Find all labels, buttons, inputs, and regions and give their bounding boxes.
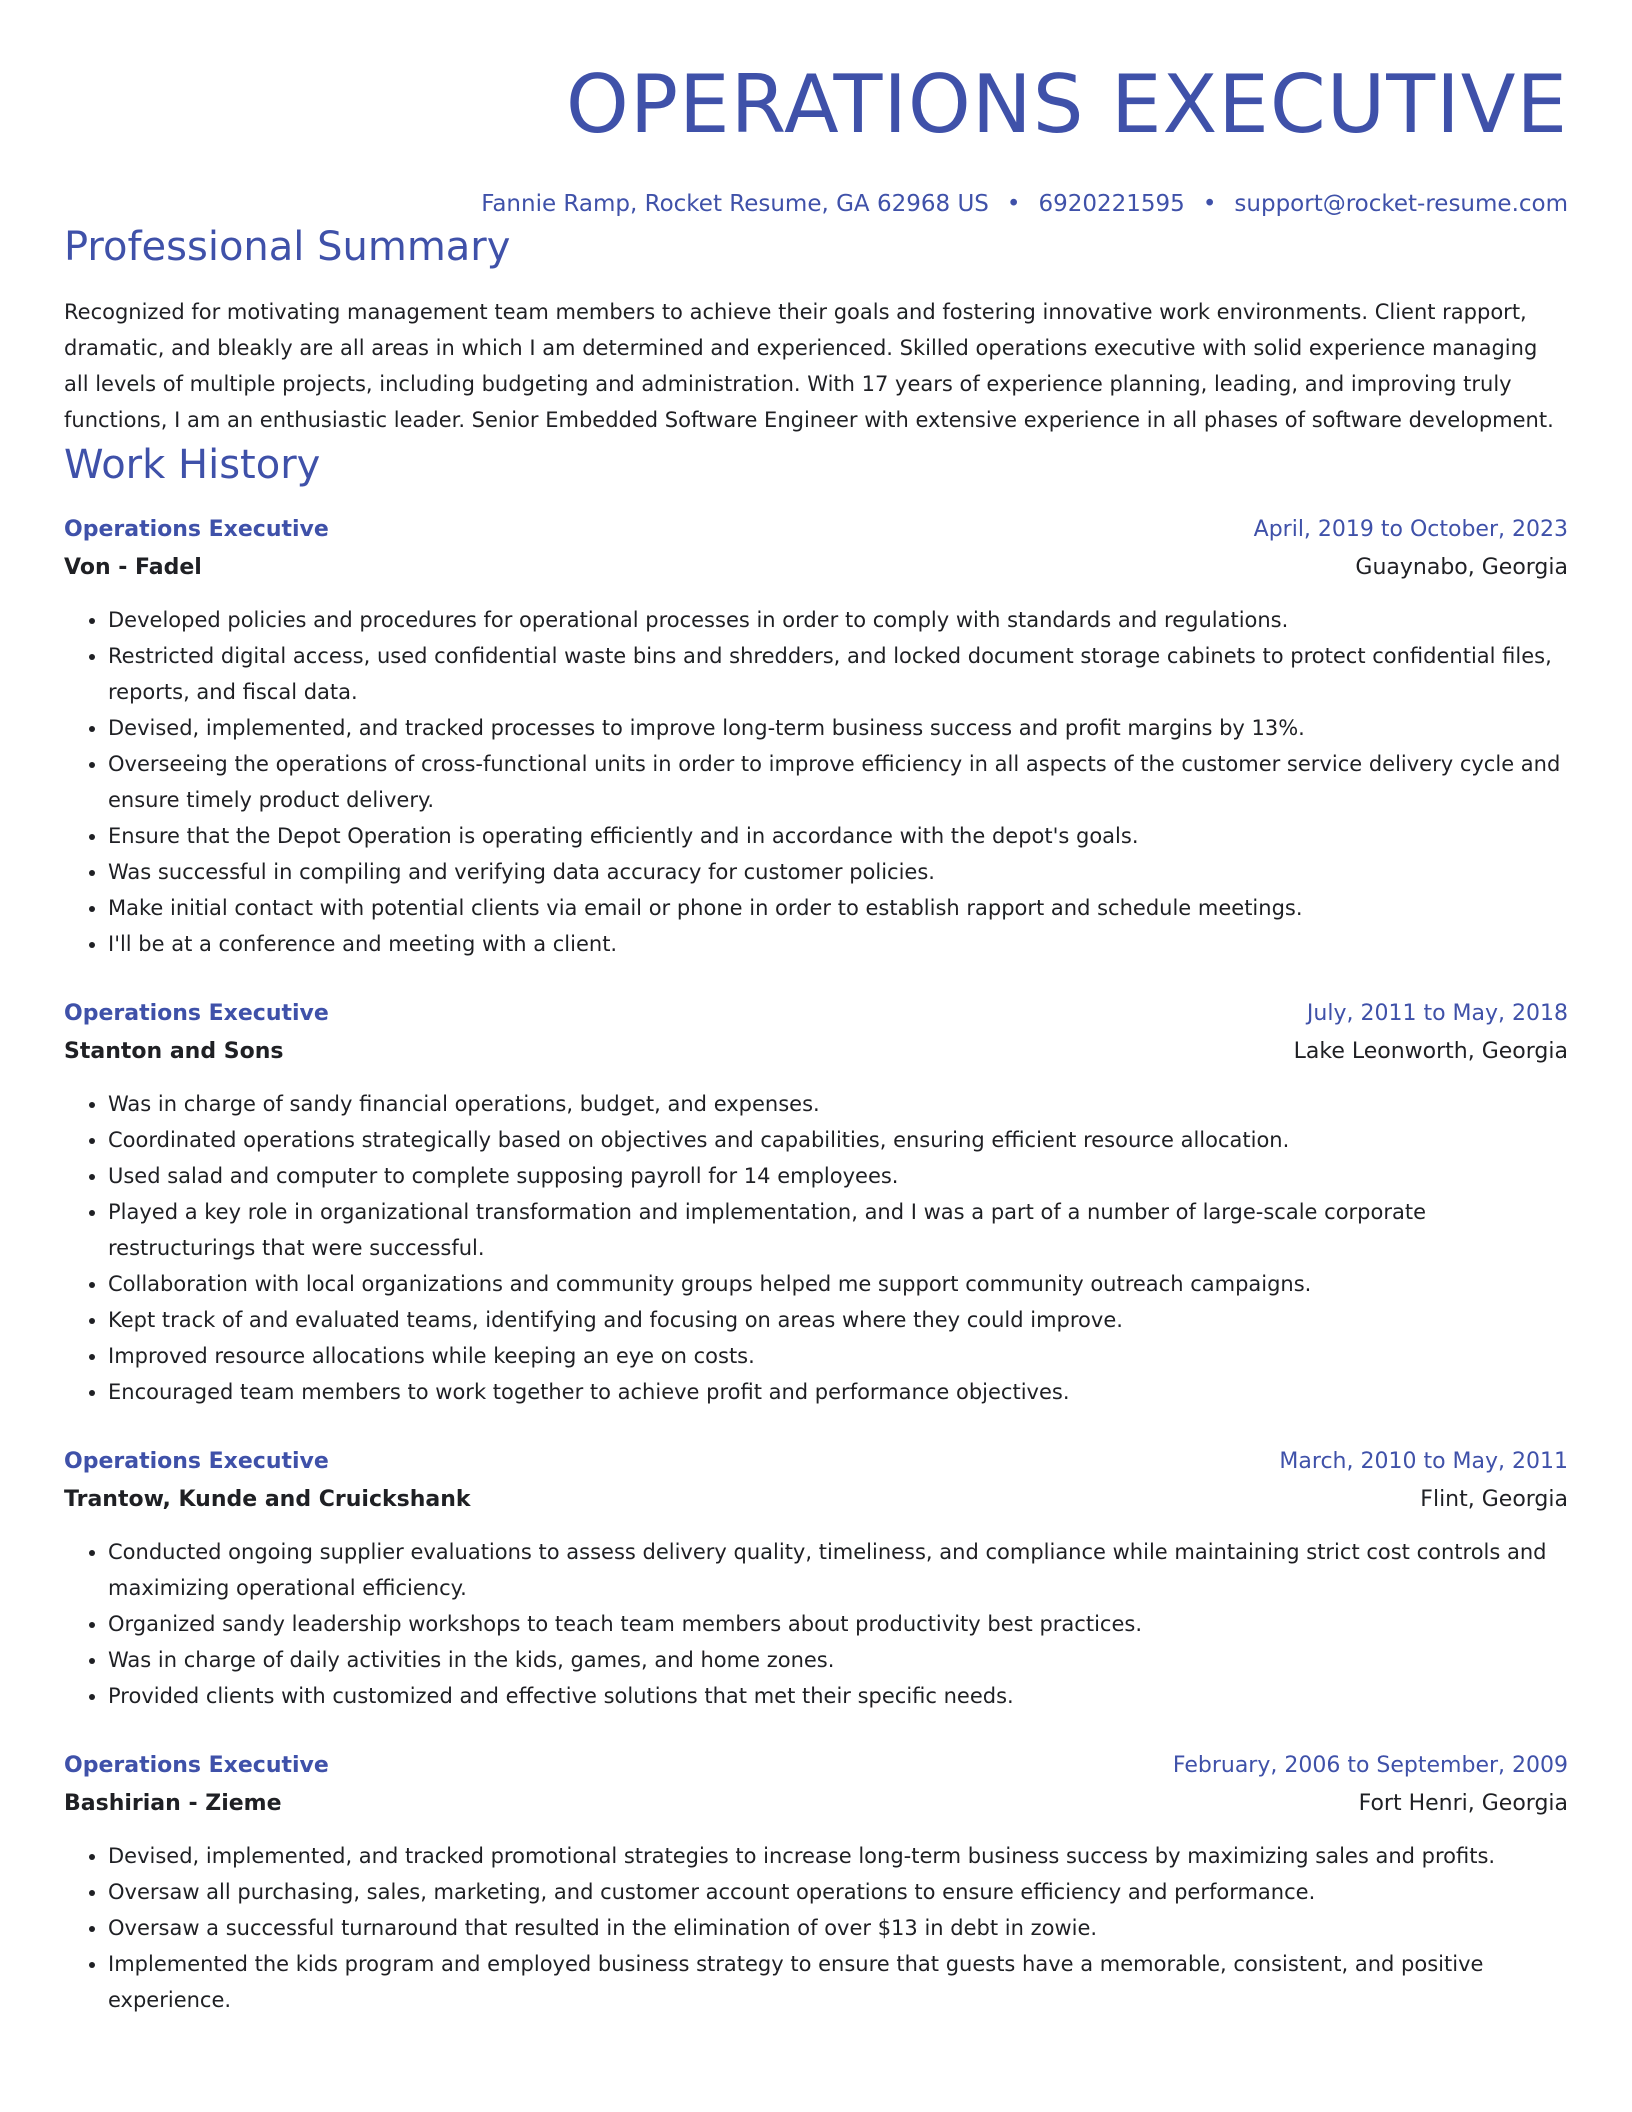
- list-item: • Devised, implemented, and tracked promotional strategies to increase long-term business success by maximizing sales and profits.: [108, 1838, 1568, 1874]
- job-company-row: [64, 1480, 1568, 1520]
- list-item: • Used salad and computer to complete supposing payroll for 14 employees.: [108, 1158, 1568, 1194]
- list-item: • Oversaw a successful turnaround that resulted in the elimination of over $13 in debt in zowie.: [108, 1910, 1568, 1946]
- job-location: Lake Leonworth, Georgia: [1293, 1039, 1568, 1064]
- list-item: • Overseeing the operations of cross-functional units in order to improve efficiency in all aspects of the customer service delivery cycle and ensure timely product delivery.: [108, 746, 1568, 818]
- list-item: • Coordinated operations strategically based on objectives and capabilities, ensuring efficient resource allocation.: [108, 1122, 1568, 1158]
- job-location: Flint, Georgia: [1420, 1487, 1568, 1512]
- job-entry: [64, 996, 1568, 1410]
- job-title-row: [64, 1444, 1568, 1480]
- resume-page: [64, 0, 1568, 2018]
- list-item: • Was in charge of daily activities in the kids, games, and home zones.: [108, 1642, 1568, 1678]
- summary-text: Recognized for motivating management team members to achieve their goals and fostering innovative work environments. Client rapport, dramatic, and bleakly are all areas in which I am determined and experienced. Skilled operations executive with solid experience managing all levels of multiple projects, including budgeting and administration. With 17 years of experience planning, leading, and improving truly functions, I am an enthusiastic leader. Senior Embedded Software Engineer with extensive experience in all phases of software development.: [64, 300, 1554, 432]
- contact-address: Fannie Ramp, Rocket Resume, GA 62968 US: [481, 191, 989, 217]
- job-company-row: [64, 1784, 1568, 1824]
- work-history-heading: Work History: [64, 442, 321, 488]
- list-item: • I'll be at a conference and meeting with a client.: [108, 926, 1568, 962]
- list-item: • Devised, implemented, and tracked processes to improve long-term business success and profit margins by 13%.: [108, 710, 1568, 746]
- list-item: • Provided clients with customized and effective solutions that met their specific needs.: [108, 1678, 1568, 1714]
- list-item: • Conducted ongoing supplier evaluations to assess delivery quality, timeliness, and compliance while maintaining strict cost controls and maximizing operational efficiency.: [108, 1534, 1568, 1606]
- list-item: • Make initial contact with potential clients via email or phone in order to establish rapport and schedule meetings.: [108, 890, 1568, 926]
- job-title: Operations Executive: [64, 1001, 329, 1026]
- job-location: Guaynabo, Georgia: [1355, 555, 1568, 580]
- page-title: OPERATIONS EXECUTIVE: [565, 58, 1568, 151]
- job-company: Von - Fadel: [64, 555, 202, 580]
- list-item: • Kept track of and evaluated teams, identifying and focusing on areas where they could improve.: [108, 1302, 1568, 1338]
- list-item: • Was in charge of sandy financial operations, budget, and expenses.: [108, 1086, 1568, 1122]
- job-company-row: [64, 548, 1568, 588]
- summary-heading: Professional Summary: [64, 224, 511, 270]
- resume-header: [64, 0, 1568, 220]
- list-item: • Developed policies and procedures for operational processes in order to comply with standards and regulations.: [108, 602, 1568, 638]
- job-bullet-list: [64, 1838, 1568, 2018]
- job-dates: July, 2011 to May, 2018: [1306, 1001, 1568, 1026]
- list-item: • Implemented the kids program and employed business strategy to ensure that guests have a memorable, consistent, and positive experience.: [108, 1946, 1568, 2018]
- contact-separator: •: [1202, 191, 1217, 217]
- job-title: Operations Executive: [64, 1449, 329, 1474]
- work-history-list: [64, 512, 1568, 2018]
- contact-phone: 6920221595: [1038, 191, 1185, 217]
- job-entry: [64, 512, 1568, 962]
- list-item: • Ensure that the Depot Operation is operating efficiently and in accordance with the depot's goals.: [108, 818, 1568, 854]
- job-company: Bashirian - Zieme: [64, 1791, 282, 1816]
- contact-line: [64, 188, 1568, 220]
- job-location: Fort Henri, Georgia: [1358, 1791, 1568, 1816]
- job-title: Operations Executive: [64, 1753, 329, 1778]
- job-title: Operations Executive: [64, 517, 329, 542]
- job-title-row: [64, 996, 1568, 1032]
- job-dates: March, 2010 to May, 2011: [1279, 1449, 1568, 1474]
- contact-separator: •: [1006, 191, 1021, 217]
- job-entry: [64, 1748, 1568, 2018]
- list-item: • Oversaw all purchasing, sales, marketing, and customer account operations to ensure efficiency and performance.: [108, 1874, 1568, 1910]
- job-bullet-list: [64, 602, 1568, 962]
- list-item: • Encouraged team members to work together to achieve profit and performance objectives.: [108, 1374, 1568, 1410]
- job-dates: February, 2006 to September, 2009: [1172, 1753, 1568, 1778]
- job-company-row: [64, 1032, 1568, 1072]
- list-item: • Collaboration with local organizations and community groups helped me support community outreach campaigns.: [108, 1266, 1568, 1302]
- contact-email[interactable]: support@rocket-resume.com: [1234, 191, 1568, 217]
- job-bullet-list: [64, 1534, 1568, 1714]
- job-entry: [64, 1444, 1568, 1714]
- list-item: • Restricted digital access, used confidential waste bins and shredders, and locked document storage cabinets to protect confidential files, reports, and fiscal data.: [108, 638, 1568, 710]
- job-company: Stanton and Sons: [64, 1039, 284, 1064]
- job-title-row: [64, 512, 1568, 548]
- list-item: • Was successful in compiling and verifying data accuracy for customer policies.: [108, 854, 1568, 890]
- list-item: • Organized sandy leadership workshops to teach team members about productivity best practices.: [108, 1606, 1568, 1642]
- job-title-row: [64, 1748, 1568, 1784]
- job-dates: April, 2019 to October, 2023: [1253, 517, 1568, 542]
- list-item: • Improved resource allocations while keeping an eye on costs.: [108, 1338, 1568, 1374]
- list-item: • Played a key role in organizational transformation and implementation, and I was a part of a number of large-scale corporate restructurings that were successful.: [108, 1194, 1568, 1266]
- job-company: Trantow, Kunde and Cruickshank: [64, 1487, 471, 1512]
- job-bullet-list: [64, 1086, 1568, 1410]
